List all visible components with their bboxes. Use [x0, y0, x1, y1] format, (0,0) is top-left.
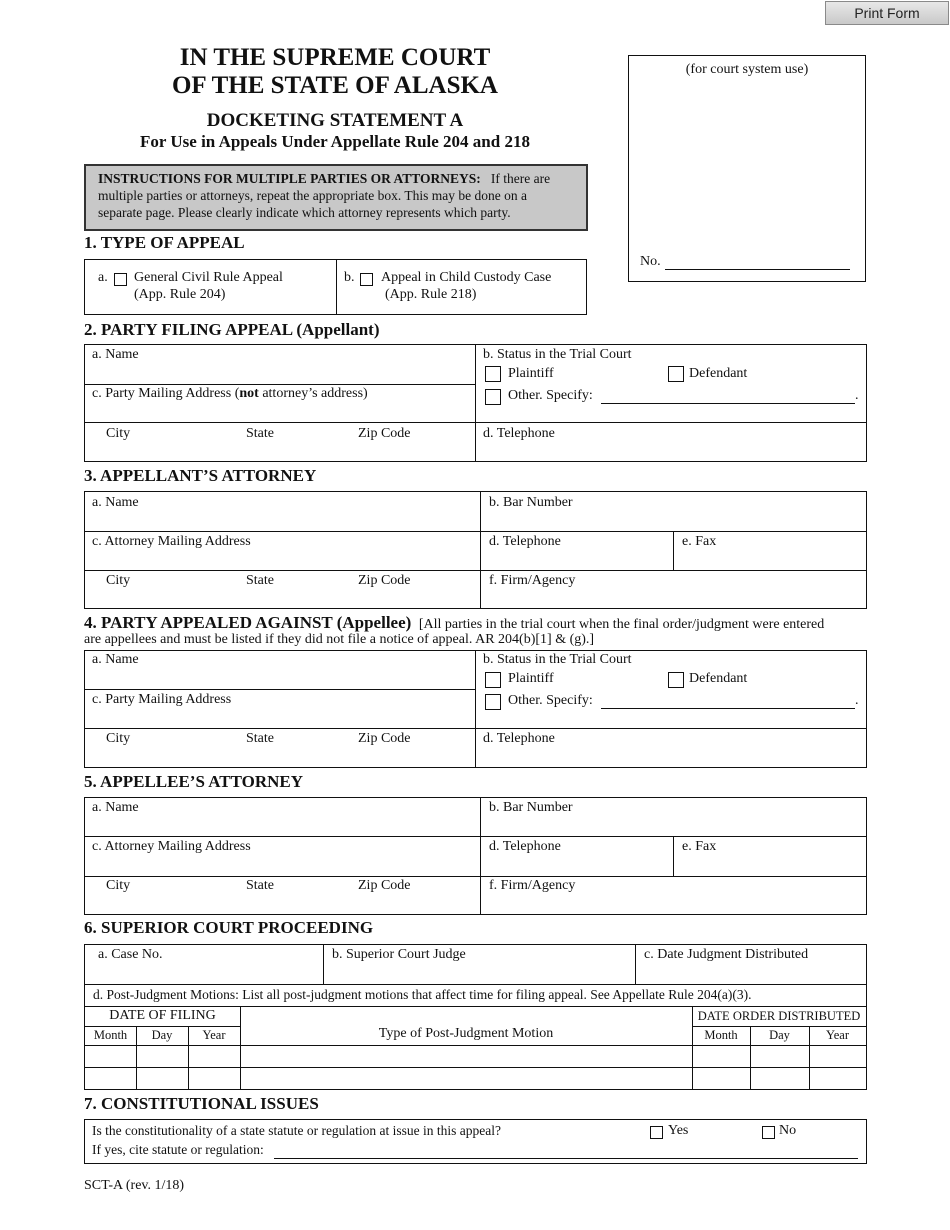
appellant-state-label[interactable]: State	[246, 426, 274, 441]
appellant-plaintiff-label: Plaintiff	[508, 366, 554, 381]
appellee-box: a. Name c. Party Mailing Address City State Zip Code b. Status in the Trial Court Plaintiff Defendant Other. Specify: . d. Telephone	[84, 650, 867, 768]
appeal-a-prefix: a.	[98, 270, 108, 285]
appellant-other-field[interactable]	[601, 403, 855, 404]
appellee-telephone-label[interactable]: d. Telephone	[483, 731, 555, 746]
section-1-title: 1. TYPE OF APPEAL	[84, 233, 245, 252]
appellee-plaintiff-checkbox[interactable]	[485, 672, 501, 688]
instructions-text: If there are multiple parties or attorneys, repeat the appropriate box. This may be done on a separate page. Please clearly indicate which attorney represents which party.	[98, 171, 551, 220]
constitutional-no-checkbox[interactable]	[762, 1126, 775, 1139]
appellee-address-label[interactable]: c. Party Mailing Address	[92, 692, 232, 707]
court-name-line1: IN THE SUPREME COURT	[179, 44, 491, 71]
appellee-attorney-bar-label[interactable]: b. Bar Number	[489, 800, 573, 815]
appellee-defendant-label: Defendant	[689, 671, 748, 686]
print-form-button[interactable]: Print Form	[825, 1, 949, 25]
cite-statute-field[interactable]	[274, 1158, 858, 1159]
appellee-attorney-address-label[interactable]: c. Attorney Mailing Address	[92, 839, 251, 854]
appellant-attorney-box	[84, 491, 867, 609]
court-number-field[interactable]	[665, 269, 850, 270]
appellant-zip-label[interactable]: Zip Code	[358, 426, 411, 441]
instructions-box	[84, 164, 588, 231]
child-custody-appeal-label: Appeal in Child Custody Case	[381, 270, 552, 285]
filing-year-header: Year	[202, 1028, 226, 1042]
section-6-title: 6. SUPERIOR COURT PROCEEDING	[84, 918, 374, 937]
appellant-attorney-city-label[interactable]: City	[106, 573, 131, 588]
appellant-defendant-label: Defendant	[689, 366, 748, 381]
appellee-defendant-checkbox[interactable]	[668, 672, 684, 688]
appellee-status-label: b. Status in the Trial Court	[483, 652, 632, 667]
date-of-filing-header: DATE OF FILING	[109, 1008, 216, 1023]
appellee-attorney-name-label[interactable]: a. Name	[92, 800, 139, 815]
motion-row-2[interactable]	[85, 1068, 866, 1089]
appellee-attorney-fax-label[interactable]: e. Fax	[682, 839, 717, 854]
appellant-address-label[interactable]: c. Party Mailing Address (not attorney’s address)	[92, 386, 368, 401]
general-civil-appeal-label: General Civil Rule Appeal	[134, 270, 283, 285]
appellee-other-field[interactable]	[601, 708, 855, 709]
appellee-attorney-telephone-label[interactable]: d. Telephone	[489, 839, 561, 854]
order-month-header: Month	[704, 1028, 738, 1042]
court-name-line2: OF THE STATE OF ALASKA	[171, 72, 498, 99]
appellant-other-checkbox[interactable]	[485, 389, 501, 405]
general-civil-appeal-checkbox[interactable]	[114, 273, 127, 286]
appellant-plaintiff-checkbox[interactable]	[485, 366, 501, 382]
court-number-label: No.	[640, 254, 661, 269]
appellee-city-label[interactable]: City	[106, 731, 131, 746]
child-custody-appeal-checkbox[interactable]	[360, 273, 373, 286]
section-4-title: 4. PARTY APPEALED AGAINST (Appellee)	[84, 613, 412, 632]
appellant-other-label: Other. Specify:	[508, 388, 593, 403]
appellant-attorney-name-label[interactable]: a. Name	[92, 495, 139, 510]
appellant-defendant-checkbox[interactable]	[668, 366, 684, 382]
appellant-city-label[interactable]: City	[106, 426, 131, 441]
appellee-attorney-zip-label[interactable]: Zip Code	[358, 878, 411, 893]
appellee-attorney-city-label[interactable]: City	[106, 878, 131, 893]
constitutional-yes-checkbox[interactable]	[650, 1126, 663, 1139]
appellee-attorney-state-label[interactable]: State	[246, 878, 274, 893]
filing-month-header: Month	[93, 1028, 128, 1042]
type-of-appeal-box	[84, 259, 587, 315]
cite-statute-label: If yes, cite statute or regulation:	[92, 1142, 264, 1157]
section-3-title: 3. APPELLANT’S ATTORNEY	[84, 466, 317, 485]
section-2-title: 2. PARTY FILING APPEAL (Appellant)	[84, 320, 380, 339]
appellant-attorney-fax-label[interactable]: e. Fax	[682, 534, 717, 549]
order-year-header: Year	[825, 1028, 850, 1042]
appellee-plaintiff-label: Plaintiff	[508, 671, 554, 686]
appellant-name-label[interactable]: a. Name	[92, 347, 139, 362]
section-4-note-line2: are appellees and must be listed if they did not file a notice of appeal. AR 204(b)[1] & (g).]	[84, 632, 595, 647]
appellee-state-label[interactable]: State	[246, 731, 274, 746]
instructions-heading: INSTRUCTIONS FOR MULTIPLE PARTIES OR ATTORNEYS:	[98, 171, 481, 186]
appellant-attorney-bar-label[interactable]: b. Bar Number	[489, 495, 573, 510]
court-use-label: (for court system use)	[685, 62, 809, 77]
superior-court-box	[84, 944, 867, 1090]
section-7-title: 7. CONSTITUTIONAL ISSUES	[84, 1094, 319, 1113]
court-use-box	[628, 55, 866, 282]
section-4-header	[84, 613, 824, 633]
section-5-title: 5. APPELLEE’S ATTORNEY	[84, 772, 304, 791]
form-revision-footer: SCT-A (rev. 1/18)	[84, 1178, 185, 1193]
motion-type-header: Type of Post-Judgment Motion	[378, 1026, 554, 1041]
section-4-note-line1: [All parties in the trial court when the final order/judgment were entered	[418, 617, 825, 632]
appellee-other-checkbox[interactable]	[485, 694, 501, 710]
document-title: DOCKETING STATEMENT A	[206, 110, 464, 131]
appellee-other-label: Other. Specify:	[508, 693, 593, 708]
order-day-header: Day	[769, 1028, 790, 1042]
constitutional-question: Is the constitutionality of a state statute or regulation at issue in this appeal?	[92, 1123, 502, 1138]
post-judgment-motions-label: d. Post-Judgment Motions: List all post-judgment motions that affect time for filing appeal. See Appellate Rule 204(a)(3).	[93, 987, 752, 1002]
appellee-name-label[interactable]: a. Name	[92, 652, 139, 667]
child-custody-appeal-rule: (App. Rule 218)	[385, 287, 477, 302]
constitutional-no-label: No	[779, 1123, 797, 1138]
appellant-status-label: b. Status in the Trial Court	[483, 347, 632, 362]
appellant-attorney-state-label[interactable]: State	[246, 573, 274, 588]
appellee-zip-label[interactable]: Zip Code	[358, 731, 411, 746]
motion-row-1[interactable]	[85, 1046, 866, 1067]
superior-court-judge-label[interactable]: b. Superior Court Judge	[332, 947, 466, 962]
appellant-attorney-zip-label[interactable]: Zip Code	[358, 573, 411, 588]
appellee-attorney-box	[84, 797, 867, 915]
appellee-attorney-firm-label[interactable]: f. Firm/Agency	[489, 878, 576, 893]
constitutional-issues-box	[84, 1119, 867, 1164]
appellant-telephone-label[interactable]: d. Telephone	[483, 426, 555, 441]
date-order-distributed-header: DATE ORDER DISTRIBUTED	[697, 1009, 861, 1023]
appellant-attorney-address-label[interactable]: c. Attorney Mailing Address	[92, 534, 251, 549]
constitutional-yes-label: Yes	[668, 1123, 689, 1138]
general-civil-appeal-rule: (App. Rule 204)	[134, 287, 226, 302]
appellant-attorney-firm-label[interactable]: f. Firm/Agency	[489, 573, 576, 588]
appellant-attorney-telephone-label[interactable]: d. Telephone	[489, 534, 561, 549]
appeal-b-prefix: b.	[344, 270, 355, 285]
filing-day-header: Day	[151, 1028, 173, 1042]
date-judgment-distributed-label[interactable]: c. Date Judgment Distributed	[644, 947, 809, 962]
case-number-label[interactable]: a. Case No.	[98, 947, 163, 962]
document-subtitle: For Use in Appeals Under Appellate Rule 204 and 218	[140, 132, 530, 151]
appellant-box: a. Name c. Party Mailing Address (not attorney’s address) City State Zip Code b. Status in the Trial Court Plaintiff Defendant Other. Specify: . d. Telephone	[84, 344, 867, 462]
